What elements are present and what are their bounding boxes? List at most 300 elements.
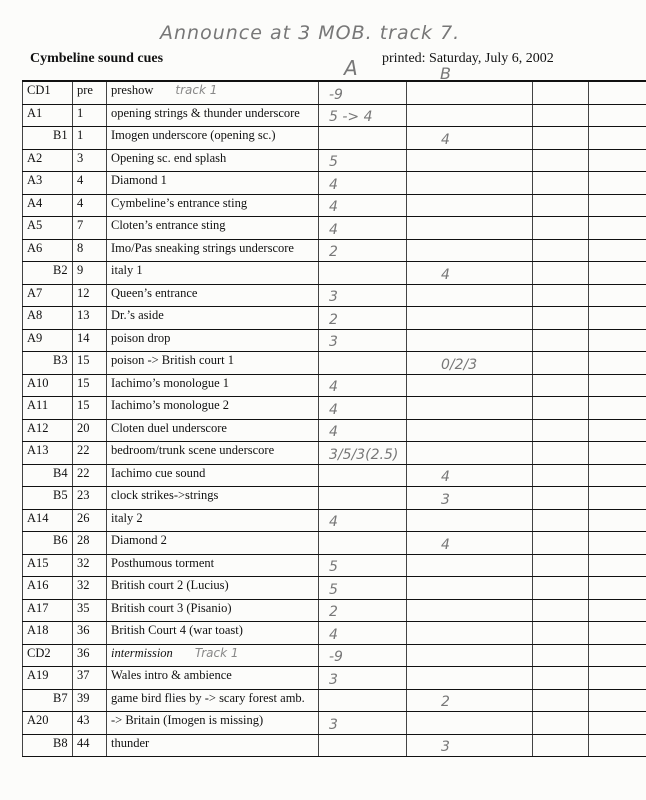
cue-id-text: A15 <box>27 555 49 570</box>
cue-description <box>107 487 319 510</box>
level-b <box>407 81 533 104</box>
level-b <box>407 487 533 510</box>
cue-page-text: 7 <box>77 218 84 232</box>
cue-page <box>73 509 107 532</box>
level-b <box>407 284 533 307</box>
blank-cell <box>589 509 646 532</box>
cue-page-text: 14 <box>77 330 90 345</box>
cue-id <box>23 262 73 285</box>
cue-id-text: A4 <box>27 195 43 210</box>
blank-cell <box>589 329 646 352</box>
cue-page-text: 22 <box>77 443 90 457</box>
level-a-text: 2 <box>329 604 338 620</box>
cue-id-text: B5 <box>53 488 68 502</box>
cue-page-text: 35 <box>77 600 90 615</box>
column-head-a: A <box>344 56 358 80</box>
cue-id-text: A8 <box>27 308 43 322</box>
level-a <box>319 172 407 195</box>
cue-row <box>23 397 646 420</box>
cue-id-text: A11 <box>27 398 49 412</box>
cue-page-text: 37 <box>77 668 90 682</box>
blank-cell <box>533 599 589 622</box>
level-b <box>407 397 533 420</box>
level-b <box>407 329 533 352</box>
level-a-text: 5 <box>329 154 338 170</box>
cue-description <box>107 239 319 262</box>
cue-description-text: Imo/Pas sneaking strings underscore <box>111 240 294 255</box>
level-b-text: 4 <box>441 266 450 283</box>
cue-row <box>23 667 646 690</box>
cue-id-text: A3 <box>27 173 43 187</box>
cue-page <box>73 599 107 622</box>
handwritten-track-note: track 1 <box>175 83 218 97</box>
blank-cell <box>533 149 589 172</box>
cue-description-text: Diamond 2 <box>111 533 167 547</box>
blank-cell <box>589 81 646 104</box>
cue-row <box>23 239 646 262</box>
cue-id <box>23 104 73 127</box>
cue-page-text: 43 <box>77 713 90 727</box>
cue-page <box>73 689 107 712</box>
blank-cell <box>589 352 646 375</box>
handwritten-track-note: Track 1 <box>194 645 239 660</box>
cue-description-text: intermission <box>111 645 173 660</box>
level-a-text: 4 <box>329 401 338 418</box>
cue-page <box>73 127 107 150</box>
cue-description <box>107 81 319 104</box>
level-a-text: 4 <box>329 176 338 193</box>
level-b <box>407 442 533 465</box>
cue-page <box>73 532 107 555</box>
level-a <box>319 442 407 465</box>
cue-description <box>107 532 319 555</box>
cue-page <box>73 194 107 217</box>
cue-row <box>23 464 646 487</box>
blank-cell <box>589 532 646 555</box>
cue-page <box>73 419 107 442</box>
cue-id <box>23 329 73 352</box>
cue-id-text: B7 <box>53 690 68 705</box>
cue-id-text: A1 <box>27 105 43 120</box>
level-a-text: 4 <box>329 514 338 530</box>
cue-id-text: A7 <box>27 285 43 300</box>
cue-description <box>107 397 319 420</box>
level-b <box>407 172 533 195</box>
cue-page <box>73 554 107 577</box>
cue-id-text: B4 <box>53 465 68 480</box>
level-b <box>407 667 533 690</box>
cue-id-text: CD1 <box>27 83 51 97</box>
cue-row <box>23 172 646 195</box>
cue-id <box>23 307 73 330</box>
cue-page-text: 1 <box>77 105 84 120</box>
cue-description-text: italy 1 <box>111 263 143 277</box>
cue-description-text: Iachimo’s monologue 1 <box>111 375 230 390</box>
cue-description-text: Cloten duel underscore <box>111 420 227 435</box>
level-a <box>319 734 407 757</box>
level-a <box>319 532 407 555</box>
level-a <box>319 352 407 375</box>
level-b <box>407 712 533 735</box>
cue-page-text: 3 <box>77 150 84 165</box>
cue-page <box>73 397 107 420</box>
blank-cell <box>589 622 646 645</box>
cue-page-text: 28 <box>77 533 90 547</box>
blank-cell <box>589 239 646 262</box>
cue-description <box>107 419 319 442</box>
cue-page-text: 39 <box>77 690 90 705</box>
cue-id-text: A2 <box>27 150 43 165</box>
cue-page <box>73 329 107 352</box>
cue-id <box>23 352 73 375</box>
level-b <box>407 307 533 330</box>
blank-cell <box>589 689 646 712</box>
cue-row <box>23 149 646 172</box>
cue-description-text: clock strikes->strings <box>111 488 219 502</box>
cue-id <box>23 734 73 757</box>
cue-description-text: Cymbeline’s entrance sting <box>111 195 248 210</box>
cue-id <box>23 284 73 307</box>
cue-description <box>107 194 319 217</box>
cue-id <box>23 599 73 622</box>
level-a <box>319 217 407 240</box>
level-b <box>407 262 533 285</box>
cue-description <box>107 127 319 150</box>
level-a <box>319 622 407 645</box>
level-a <box>319 577 407 600</box>
level-a-text: 2 <box>329 244 338 260</box>
cue-row <box>23 217 646 240</box>
level-a <box>319 667 407 690</box>
cue-page-text: 9 <box>77 263 84 277</box>
cue-page-text: 23 <box>77 488 90 502</box>
blank-cell <box>533 442 589 465</box>
level-b <box>407 149 533 172</box>
level-a <box>319 81 407 104</box>
blank-cell <box>589 442 646 465</box>
level-b-text: 0/2/3 <box>441 356 478 373</box>
cue-description <box>107 577 319 600</box>
level-b <box>407 734 533 757</box>
cue-description <box>107 622 319 645</box>
level-b <box>407 644 533 667</box>
level-a-text: 4 <box>329 199 338 215</box>
level-a-text: 3 <box>329 334 338 350</box>
level-b <box>407 622 533 645</box>
cue-description <box>107 262 319 285</box>
level-a <box>319 712 407 735</box>
blank-cell <box>533 104 589 127</box>
cue-description <box>107 734 319 757</box>
level-a <box>319 644 407 667</box>
cue-row <box>23 622 646 645</box>
cue-id-text: A10 <box>27 375 49 390</box>
cue-id <box>23 644 73 667</box>
blank-cell <box>533 712 589 735</box>
cue-page-text: 15 <box>77 353 90 367</box>
cue-id <box>23 487 73 510</box>
cue-id <box>23 689 73 712</box>
cue-row <box>23 104 646 127</box>
level-b <box>407 599 533 622</box>
cue-id-text: B1 <box>53 128 68 142</box>
blank-cell <box>533 689 589 712</box>
cue-id-text: A18 <box>27 623 49 637</box>
cue-page <box>73 81 107 104</box>
cue-description-text: poison -> British court 1 <box>111 353 235 367</box>
blank-cell <box>589 284 646 307</box>
cue-page <box>73 712 107 735</box>
cue-id-text: A16 <box>27 578 49 592</box>
cue-description-text: Iachimo’s monologue 2 <box>111 398 230 412</box>
cue-id <box>23 81 73 104</box>
cue-page-text: pre <box>77 83 93 97</box>
cue-row <box>23 81 646 104</box>
cue-description-text: bedroom/trunk scene underscore <box>111 443 275 457</box>
blank-cell <box>533 307 589 330</box>
cue-row <box>23 532 646 555</box>
cue-row <box>23 442 646 465</box>
level-a-text: 4 <box>329 424 338 440</box>
blank-cell <box>533 667 589 690</box>
blank-cell <box>589 149 646 172</box>
cue-id <box>23 374 73 397</box>
blank-cell <box>533 284 589 307</box>
cue-description-text: Wales intro & ambience <box>111 668 232 682</box>
blank-cell <box>533 622 589 645</box>
cue-page <box>73 442 107 465</box>
cue-description <box>107 149 319 172</box>
blank-cell <box>589 307 646 330</box>
blank-cell <box>533 329 589 352</box>
cue-page <box>73 577 107 600</box>
cue-description <box>107 307 319 330</box>
blank-cell <box>533 644 589 667</box>
level-a <box>319 397 407 420</box>
cue-description-text: Diamond 1 <box>111 173 167 187</box>
cue-id <box>23 217 73 240</box>
cue-id <box>23 577 73 600</box>
blank-cell <box>533 352 589 375</box>
blank-cell <box>533 374 589 397</box>
cue-id <box>23 397 73 420</box>
cue-page-text: 13 <box>77 308 90 322</box>
cue-description <box>107 374 319 397</box>
level-a-text: 4 <box>329 221 338 238</box>
cue-description <box>107 689 319 712</box>
cue-row <box>23 127 646 150</box>
cue-id <box>23 127 73 150</box>
blank-cell <box>533 419 589 442</box>
level-a-text: -9 <box>329 86 343 103</box>
cue-page-text: 36 <box>77 645 90 660</box>
cue-id-text: B6 <box>53 533 68 547</box>
blank-cell <box>533 532 589 555</box>
level-b <box>407 352 533 375</box>
level-b-text: 4 <box>441 469 450 485</box>
cue-id-text: B8 <box>53 735 68 750</box>
cue-description <box>107 352 319 375</box>
cue-description <box>107 442 319 465</box>
blank-cell <box>589 599 646 622</box>
cue-description-text: italy 2 <box>111 510 143 525</box>
cue-page <box>73 644 107 667</box>
cue-row <box>23 194 646 217</box>
cue-row <box>23 262 646 285</box>
blank-cell <box>589 127 646 150</box>
cue-page-text: 32 <box>77 555 90 570</box>
cue-page <box>73 374 107 397</box>
cue-id-text: A17 <box>27 600 49 615</box>
level-a-text: 3 <box>329 289 338 305</box>
level-b <box>407 239 533 262</box>
handwritten-annotation: Announce at 3 MOB. track 7. <box>160 22 461 44</box>
cue-page-text: 4 <box>77 195 84 210</box>
cue-row <box>23 599 646 622</box>
blank-cell <box>589 172 646 195</box>
cue-description <box>107 464 319 487</box>
cue-description <box>107 667 319 690</box>
cue-id <box>23 419 73 442</box>
cue-description-text: British Court 4 (war toast) <box>111 623 243 637</box>
cue-page-text: 1 <box>77 128 84 142</box>
cue-table <box>22 80 646 757</box>
level-b <box>407 194 533 217</box>
level-b <box>407 554 533 577</box>
document-title: Cymbeline sound cues <box>30 51 164 66</box>
level-b-text: 3 <box>441 491 450 508</box>
cue-description <box>107 172 319 195</box>
cue-id <box>23 149 73 172</box>
cue-description-text: Posthumous torment <box>111 555 215 570</box>
blank-cell <box>533 734 589 757</box>
cue-description <box>107 509 319 532</box>
blank-cell <box>589 262 646 285</box>
cue-page <box>73 149 107 172</box>
level-a <box>319 239 407 262</box>
cue-page <box>73 217 107 240</box>
cue-id-text: CD2 <box>27 645 51 660</box>
cue-description-text: preshow <box>111 83 154 97</box>
level-b <box>407 419 533 442</box>
cue-id-text: A14 <box>27 510 49 525</box>
level-a <box>319 262 407 285</box>
level-a <box>319 509 407 532</box>
blank-cell <box>533 239 589 262</box>
printed-date: printed: Saturday, July 6, 2002 <box>382 51 554 66</box>
blank-cell <box>589 734 646 757</box>
cue-description-text: British court 2 (Lucius) <box>111 578 229 592</box>
level-b <box>407 217 533 240</box>
cue-page-text: 4 <box>77 173 84 187</box>
level-b-text: 4 <box>441 536 450 553</box>
cue-id-text: B2 <box>53 263 68 277</box>
cue-page <box>73 487 107 510</box>
cue-description-text: Opening sc. end splash <box>111 150 227 165</box>
blank-cell <box>533 262 589 285</box>
cue-id-text: A6 <box>27 240 43 255</box>
cue-row <box>23 509 646 532</box>
cue-page <box>73 172 107 195</box>
cue-page-text: 20 <box>77 420 90 435</box>
cue-id-text: A19 <box>27 668 49 682</box>
cue-id-text: A13 <box>27 443 49 457</box>
cue-description-text: -> Britain (Imogen is missing) <box>111 713 264 727</box>
cue-id <box>23 194 73 217</box>
blank-cell <box>589 667 646 690</box>
level-a-text: 3/5/3(2.5) <box>329 446 399 463</box>
cue-row <box>23 734 646 757</box>
cue-description <box>107 104 319 127</box>
cue-id <box>23 239 73 262</box>
blank-cell <box>533 194 589 217</box>
blank-cell <box>589 577 646 600</box>
cue-id <box>23 509 73 532</box>
cue-id-text: A20 <box>27 713 49 727</box>
level-a <box>319 599 407 622</box>
cue-description <box>107 712 319 735</box>
cue-description-text: poison drop <box>111 330 171 345</box>
level-b <box>407 532 533 555</box>
cue-description <box>107 284 319 307</box>
cue-page-text: 15 <box>77 375 90 390</box>
level-a <box>319 284 407 307</box>
cue-page <box>73 622 107 645</box>
cue-description <box>107 644 319 667</box>
blank-cell <box>533 81 589 104</box>
cue-page <box>73 284 107 307</box>
blank-cell <box>533 487 589 510</box>
cue-description-text: Dr.’s aside <box>111 308 164 322</box>
cue-id <box>23 712 73 735</box>
cue-description-text: thunder <box>111 735 150 750</box>
level-a <box>319 374 407 397</box>
level-a-text: 5 <box>329 559 338 575</box>
blank-cell <box>589 397 646 420</box>
cue-description <box>107 329 319 352</box>
cue-page <box>73 239 107 262</box>
cue-page-text: 44 <box>77 735 90 750</box>
cue-id <box>23 622 73 645</box>
blank-cell <box>589 374 646 397</box>
level-a <box>319 554 407 577</box>
cue-id-text: A9 <box>27 330 43 345</box>
level-b <box>407 374 533 397</box>
cue-row <box>23 374 646 397</box>
level-a <box>319 464 407 487</box>
blank-cell <box>533 172 589 195</box>
cue-page-text: 12 <box>77 285 90 300</box>
blank-cell <box>589 487 646 510</box>
blank-cell <box>589 217 646 240</box>
cue-page <box>73 307 107 330</box>
cue-description-text: Iachimo cue sound <box>111 465 206 480</box>
blank-cell <box>533 464 589 487</box>
cue-id <box>23 554 73 577</box>
cue-id <box>23 532 73 555</box>
blank-cell <box>589 712 646 735</box>
blank-cell <box>589 554 646 577</box>
blank-cell <box>589 644 646 667</box>
cue-row <box>23 284 646 307</box>
cue-row <box>23 487 646 510</box>
cue-description <box>107 554 319 577</box>
cue-description-text: Queen’s entrance <box>111 285 198 300</box>
cue-page <box>73 104 107 127</box>
level-a-text: 2 <box>329 311 338 328</box>
cue-id <box>23 172 73 195</box>
cue-page <box>73 352 107 375</box>
